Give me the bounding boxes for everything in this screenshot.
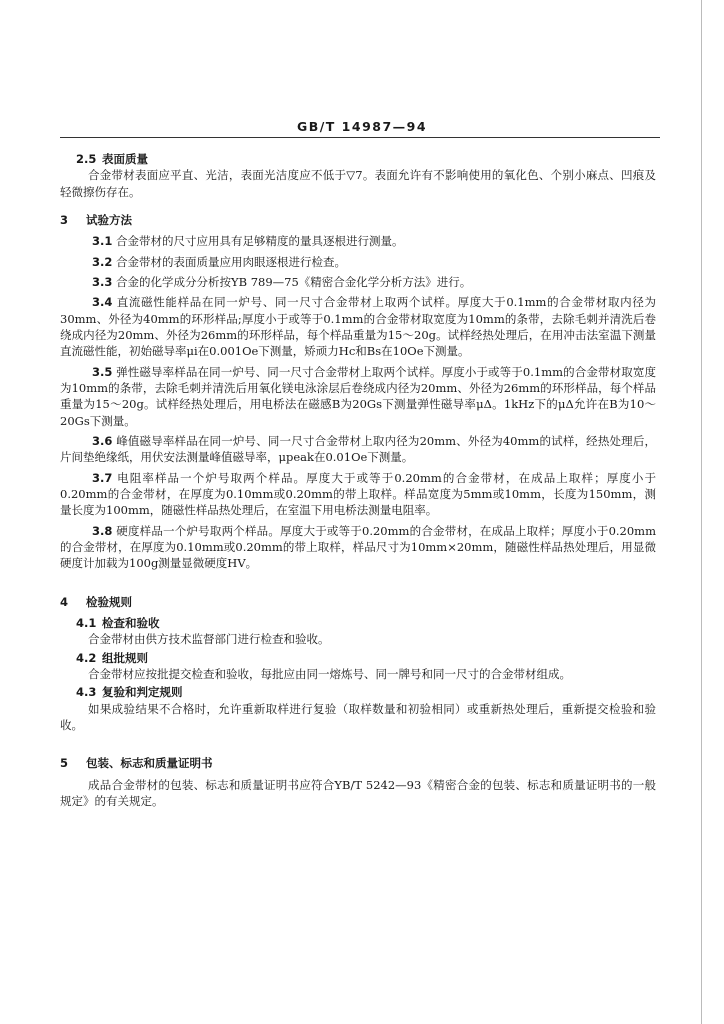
clause-3-5 bbox=[60, 364, 656, 429]
clause-number: 3.8 bbox=[92, 523, 113, 538]
section-2-5-text: 合金带材表面应平直、光洁，表面光洁度应不低于▽7。表面允许有不影响使用的氧化色、个别小麻点、凹痕及轻微擦伤存在。 bbox=[60, 168, 656, 199]
clause-4-3-heading bbox=[60, 684, 656, 700]
standard-code-header: GB/T 14987—94 bbox=[296, 119, 428, 134]
clause-number: 3.2 bbox=[92, 254, 113, 269]
clause-number: 3.3 bbox=[92, 274, 113, 289]
clause-number: 4.3 bbox=[76, 685, 97, 700]
clause-3-2 bbox=[60, 254, 656, 270]
section-2-5-heading bbox=[60, 151, 656, 167]
section-number: 5 bbox=[60, 756, 69, 771]
clause-text: 合金带材的表面质量应用肉眼逐根进行检查。 bbox=[116, 254, 347, 269]
clause-3-1 bbox=[60, 233, 656, 249]
clause-4-1-text: 合金带材由供方技术监督部门进行检查和验收。 bbox=[88, 632, 330, 647]
scan-edge-line bbox=[701, 0, 702, 1024]
clause-3-7 bbox=[60, 470, 656, 519]
clause-number: 4.1 bbox=[76, 615, 97, 630]
section-number: 2.5 bbox=[76, 152, 97, 166]
clause-text: 合金的化学成分分析按YB 789—75《精密合金化学分析方法》进行。 bbox=[116, 274, 472, 289]
clause-text: 电阻率样品一个炉号取两个样品。厚度大于或等于0.20mm的合金带材，在成品上取样；厚度小于0.20mm的合金带材，在厚度为0.10mm或0.20mm的带上取样。样品宽度为5mm或10mm，长度为150mm，测量长度为100mm，随磁性样品热处理后，在室温下用电桥法测量电阻率。 bbox=[60, 470, 656, 518]
section-number: 3 bbox=[60, 212, 69, 227]
clause-3-6 bbox=[60, 433, 656, 466]
clause-text: 直流磁性能样品在同一炉号、同一尺寸合金带材上取两个试样。厚度大于0.1mm的合金带材取内径为30mm、外径为40mm的环形样品;厚度小于或等于0.1mm的合金带材取宽度为10mm的条带，去除毛刺并清洗后卷绕成内径为20mm、外径为26mm的环形样品，每个样品重量为15～20g。试样经热处理后，在用冲击法室温下测量直流磁性能，初始磁导率μi在0.001Oe下测量，矫顽力Hc和Bs在10Oe下测量。 bbox=[60, 295, 657, 359]
clause-text: 弹性磁导率样品在同一炉号、同一尺寸合金带材上取两个试样。厚度小于或等于0.1mm的合金带材取宽度为10mm的条带，去除毛刺并清洗后用氧化镁电泳涂层后卷绕成内径为20mm、外径为26mm的环形样品，每个样品重量为15～20g。试样经热处理后，用电桥法在磁感B为20Gs下测量弹性磁导率μΔ。1kHz下的μΔ允许在B为10～20Gs下测量。 bbox=[60, 364, 657, 428]
clause-text: 合金带材的尺寸应用具有足够精度的量具逐根进行测量。 bbox=[116, 234, 404, 249]
section-3-heading bbox=[60, 212, 656, 228]
clause-title: 检查和验收 bbox=[102, 615, 160, 630]
section-title: 包装、标志和质量证明书 bbox=[86, 756, 213, 771]
clause-3-3 bbox=[60, 274, 656, 290]
clause-number: 4.2 bbox=[76, 650, 97, 665]
clause-title: 复验和判定规则 bbox=[102, 685, 183, 700]
clause-number: 3.5 bbox=[92, 364, 113, 379]
clause-4-3-text: 如果成验结果不合格时，允许重新取样进行复验（取样数量和初验相同）或重新热处理后，重新提交检验和验收。 bbox=[60, 701, 656, 732]
section-title: 试验方法 bbox=[86, 212, 133, 227]
clause-text: 峰值磁导率样品在同一炉号、同一尺寸合金带材上取内径为20mm、外径为40mm的试样，经热处理后，片间垫绝缘纸，用伏安法测量峰值磁导率，μpeak在0.01Oe下测量。 bbox=[60, 433, 656, 465]
clause-4-2-heading bbox=[60, 650, 656, 666]
section-title: 检验规则 bbox=[86, 594, 133, 609]
header-rule bbox=[60, 137, 660, 138]
clause-title: 组批规则 bbox=[102, 650, 149, 665]
clause-3-8 bbox=[60, 523, 656, 572]
clause-number: 3.6 bbox=[92, 433, 113, 448]
section-5-text: 成品合金带材的包装、标志和质量证明书应符合YB/T 5242—93《精密合金的包装、标志和质量证明书的一般规定》的有关规定。 bbox=[60, 777, 656, 808]
clause-number: 3.1 bbox=[92, 234, 113, 249]
clause-number: 3.4 bbox=[92, 295, 113, 310]
clause-text: 硬度样品一个炉号取两个样品。厚度大于或等于0.20mm的合金带材，在成品上取样；厚度小于0.20mm的合金带材，在厚度为0.10mm或0.20mm的带上取样，样品尺寸为10mm×20mm，随磁性样品热处理后，用显微硬度计加载为100g测量显微硬度HV。 bbox=[60, 523, 656, 571]
clause-3-4 bbox=[60, 294, 656, 359]
section-4-heading bbox=[60, 594, 656, 610]
document-body bbox=[60, 151, 656, 809]
section-title: 表面质量 bbox=[102, 152, 149, 166]
section-5-heading bbox=[60, 755, 656, 771]
clause-4-2-text: 合金带材应按批提交检查和验收，每批应由同一熔炼号、同一牌号和同一尺寸的合金带材组成。 bbox=[88, 666, 571, 681]
clause-number: 3.7 bbox=[92, 470, 113, 485]
section-number: 4 bbox=[60, 594, 69, 609]
clause-4-1-heading bbox=[60, 615, 656, 631]
